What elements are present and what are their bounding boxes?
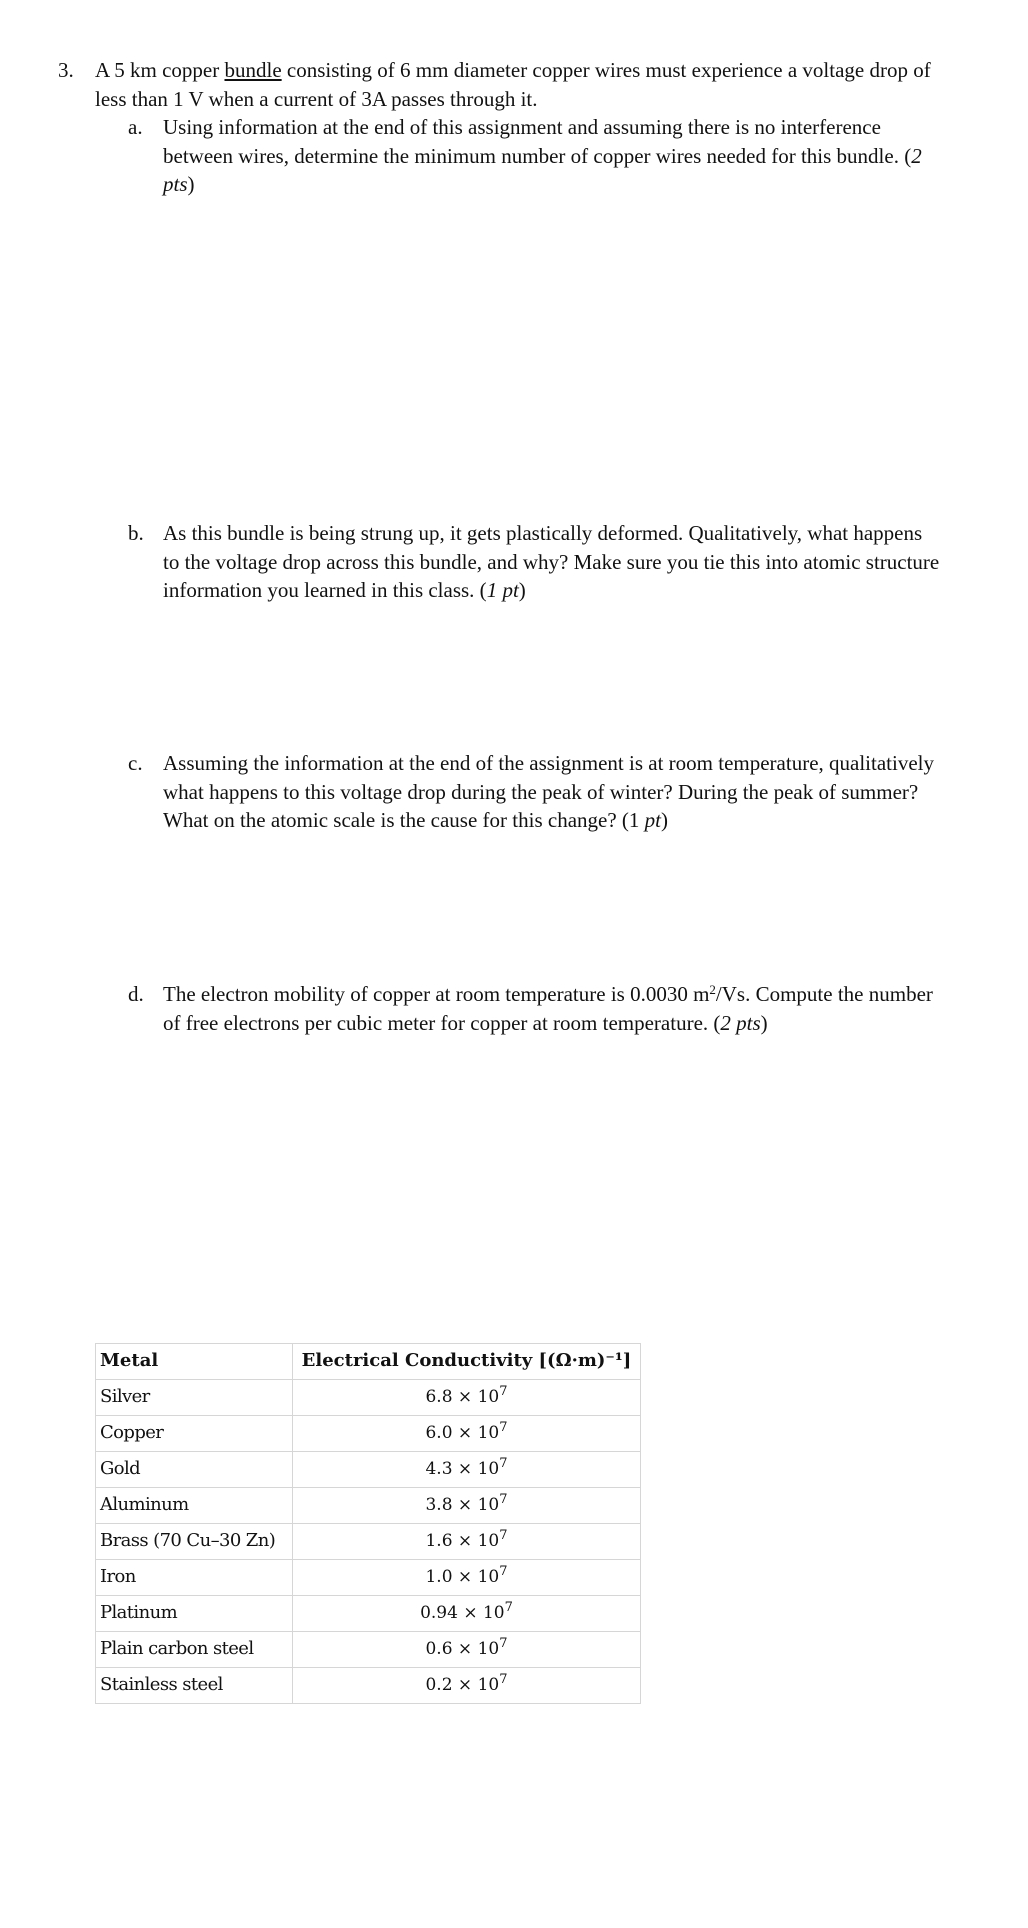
- header-metal: Metal: [96, 1344, 293, 1380]
- part-d-text: [163, 980, 943, 1037]
- part-a-closing: ): [187, 172, 195, 196]
- conductivity-exponent: 7: [499, 1492, 508, 1508]
- metal-name: Iron: [96, 1560, 293, 1596]
- metal-name: Silver: [96, 1380, 293, 1416]
- table-row: [96, 1416, 641, 1452]
- stem-text-after: consisting of 6 mm diameter copper wires must experience a voltage drop of less than 1 V when a current of 3A passes through it.: [95, 58, 931, 111]
- table-row: [96, 1452, 641, 1488]
- table-row: [96, 1596, 641, 1632]
- part-d-closing: ): [760, 1010, 768, 1035]
- metal-name: Plain carbon steel: [96, 1632, 293, 1668]
- part-c-letter: c.: [128, 751, 143, 775]
- part-a-text: [163, 113, 943, 199]
- conductivity-exponent: 7: [504, 1600, 513, 1616]
- part-b-text: [163, 519, 943, 605]
- table-header-row: [96, 1344, 641, 1380]
- stem-underlined-word: bundle: [224, 58, 282, 82]
- conductivity-value: [293, 1524, 641, 1560]
- conductivity-value: [293, 1416, 641, 1452]
- part-b-body: As this bundle is being strung up, it gets plastically deformed. Qualitatively, what happens to the voltage drop across this bundle, and why? Make sure you tie this into atomic structure information you learned in this class. (: [163, 521, 940, 602]
- conductivity-value: [293, 1560, 641, 1596]
- conductivity-exponent: 7: [499, 1672, 508, 1688]
- metal-name: Brass (70 Cu–30 Zn): [96, 1524, 293, 1560]
- question-number: 3.: [58, 58, 74, 82]
- table-row: [96, 1488, 641, 1524]
- conductivity-value: [293, 1380, 641, 1416]
- conductivity-exponent: 7: [499, 1456, 508, 1472]
- part-b-closing: ): [518, 578, 526, 602]
- question-stem: [95, 56, 935, 113]
- table-row: [96, 1668, 641, 1704]
- metal-name: Gold: [96, 1452, 293, 1488]
- conductivity-value: [293, 1668, 641, 1704]
- part-d-body-before: The electron mobility of copper at room temperature is 0.0030 m: [163, 982, 710, 1006]
- part-d-superscript: 2: [709, 982, 716, 997]
- part-c-text: [163, 749, 943, 835]
- conductivity-exponent: 7: [499, 1528, 508, 1544]
- conductivity-mantissa: 4.3 × 10: [425, 1459, 500, 1480]
- part-b-points: 1 pt: [486, 578, 519, 602]
- conductivity-mantissa: 0.2 × 10: [425, 1675, 500, 1696]
- conductivity-mantissa: 0.94 × 10: [420, 1603, 505, 1624]
- part-c-points: pt: [644, 808, 661, 832]
- part-c-body: Assuming the information at the end of the assignment is at room temperature, qualitatively what happens to this voltage drop during the peak of winter? During the peak of summer? What on the atomic scale is the cause for this change? (1: [163, 751, 934, 832]
- conductivity-mantissa: 1.0 × 10: [425, 1567, 500, 1588]
- conductivity-mantissa: 1.6 × 10: [425, 1531, 500, 1552]
- conductivity-mantissa: 6.0 × 10: [425, 1423, 500, 1444]
- table-row: [96, 1632, 641, 1668]
- metal-name: Platinum: [96, 1596, 293, 1632]
- conductivity-mantissa: 6.8 × 10: [425, 1387, 500, 1408]
- header-conductivity: Electrical Conductivity [(Ω·m)⁻¹]: [293, 1344, 641, 1380]
- conductivity-value: [293, 1452, 641, 1488]
- conductivity-exponent: 7: [499, 1420, 508, 1436]
- conductivity-value: [293, 1632, 641, 1668]
- conductivity-mantissa: 0.6 × 10: [425, 1639, 500, 1660]
- conductivity-table: [95, 1343, 641, 1704]
- conductivity-exponent: 7: [499, 1384, 508, 1400]
- table-row: [96, 1380, 641, 1416]
- conductivity-value: [293, 1596, 641, 1632]
- metal-name: Stainless steel: [96, 1668, 293, 1704]
- part-d-points: 2 pts: [720, 1010, 761, 1035]
- conductivity-value: [293, 1488, 641, 1524]
- part-d-body-after: /Vs. Compute the number of free electrons per cubic meter for copper at room temperature. (: [163, 982, 933, 1035]
- part-a-points: 2 pts: [163, 143, 922, 196]
- metal-name: Copper: [96, 1416, 293, 1452]
- table-row: [96, 1524, 641, 1560]
- table-row: [96, 1560, 641, 1596]
- part-a-body: Using information at the end of this assignment and assuming there is no interference between wires, determine the minimum number of copper wires needed for this bundle. (: [163, 115, 912, 168]
- metal-name: Aluminum: [96, 1488, 293, 1524]
- conductivity-mantissa: 3.8 × 10: [425, 1495, 500, 1516]
- part-c-closing: ): [661, 808, 668, 832]
- part-b-letter: b.: [128, 521, 144, 545]
- stem-text-before: A 5 km copper: [95, 58, 225, 82]
- part-a-letter: a.: [128, 115, 143, 139]
- conductivity-exponent: 7: [499, 1636, 508, 1652]
- part-d-letter: d.: [128, 982, 144, 1006]
- conductivity-exponent: 7: [499, 1564, 508, 1580]
